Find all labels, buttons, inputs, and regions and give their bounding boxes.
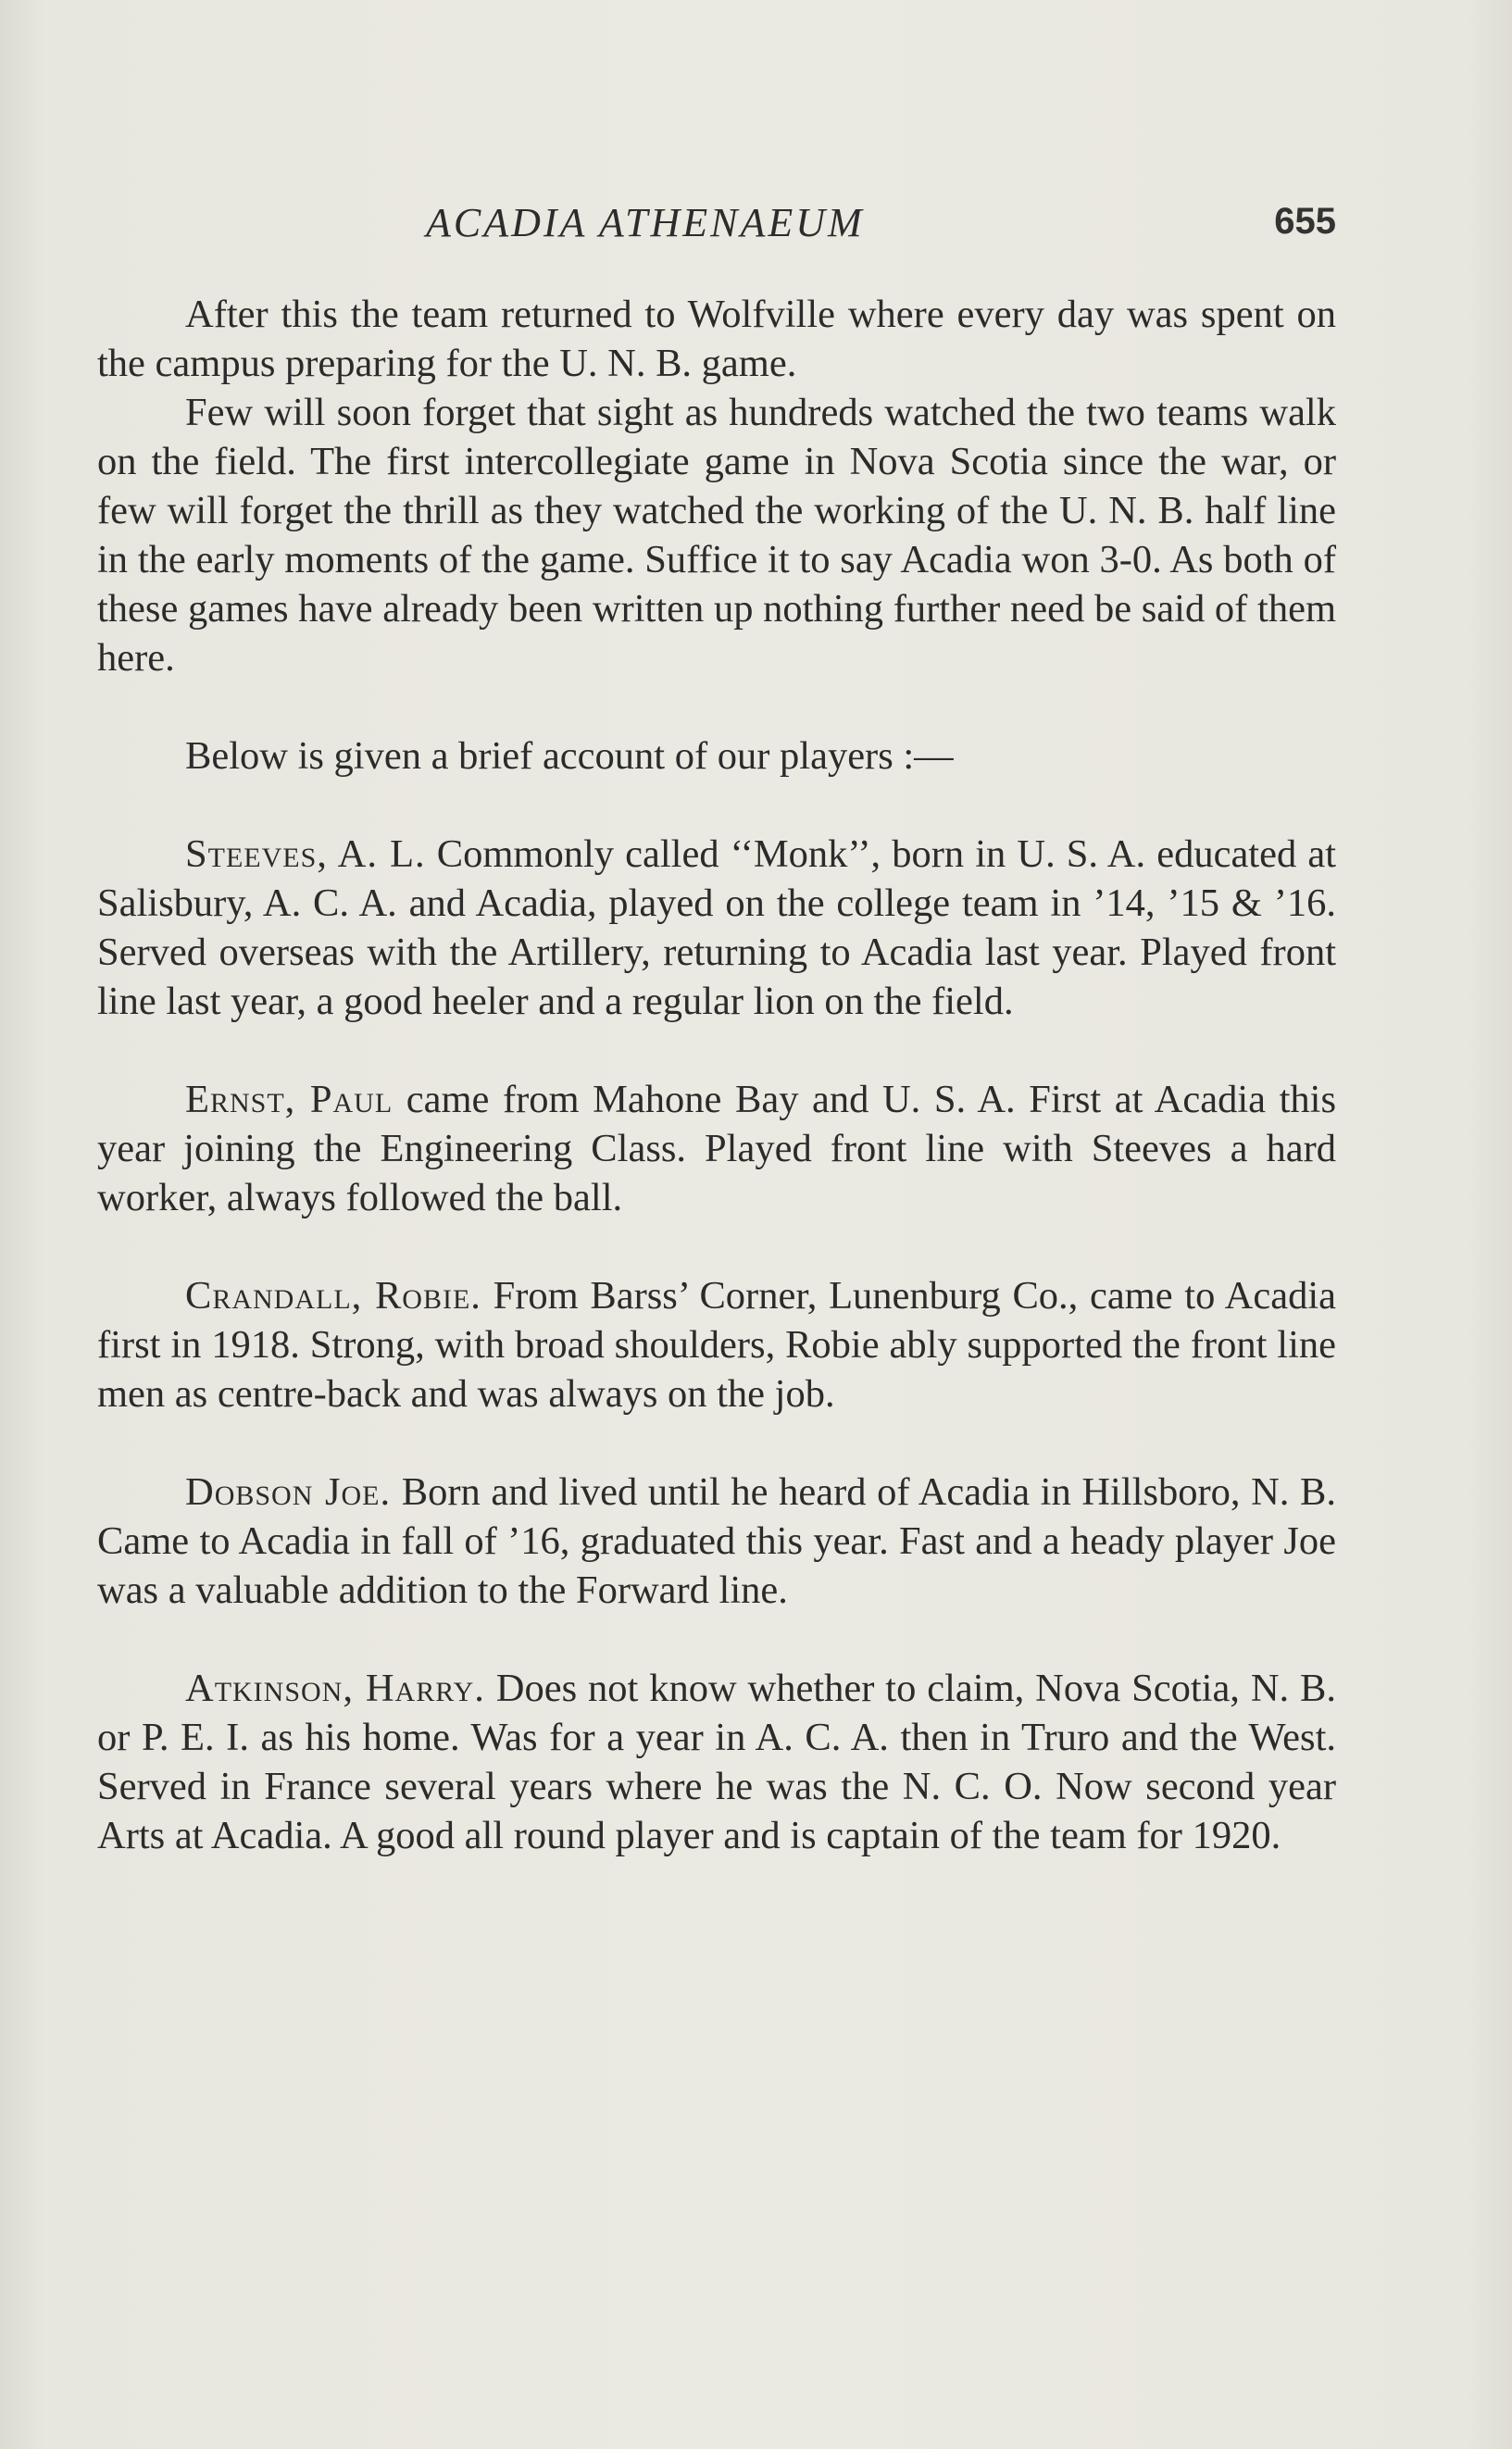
player-description: Commonly called ‘‘Monk’’, born in U. S. A. educated at Salisbury, A. C. A. and Acadia, played on the college team in ’14, ’15 & ’16. Served overseas with the Artillery, returning to Acadia last year. Played front line last year, a good heeler and a regular lion on the field. [97,832,1336,1023]
player-entry-steeves [97,830,1336,1026]
paragraph-text: After this the team returned to Wolfville where every day was spent on the campus preparing for the U. N. B. game. [97,293,1336,385]
page-header [97,199,1336,251]
paragraph-team-returned [97,290,1336,388]
player-description: Born and lived until he heard of Acadia in Hillsboro, N. B. Came to Acadia in fall of ’16, graduated this year. Fast and a heady player Joe was a valuable addition to the Forward line. [97,1470,1336,1612]
player-name: Ernst, Paul [185,1078,394,1121]
player-description: From Barss’ Corner, Lunenburg Co., came to Acadia first in 1918. Strong, with broad shoulders, Robie ably supported the front line men as centre-back and was always on the job. [97,1274,1336,1416]
page-number: 655 [1274,201,1336,242]
player-entry-crandall [97,1271,1336,1418]
player-entry-atkinson [97,1664,1336,1860]
player-entry-dobson [97,1468,1336,1615]
player-name: Dobson Joe. [185,1470,392,1514]
paragraph-unb-game [97,388,1336,682]
paragraph-text: Few will soon forget that sight as hundreds watched the two teams walk on the field. The first intercollegiate game in Nova Scotia since the war, or few will forget the thrill as they watched the working of the U. N. B. half line in the early moments of the game. Suffice it to say Acadia won 3-0. As both of these games have already been written up nothing further need be said of them here. [97,391,1336,680]
paragraph-players-intro [97,731,1336,781]
running-title: ACADIA ATHENAEUM [426,200,865,245]
article-body [97,290,1336,1860]
player-entry-ernst [97,1075,1336,1222]
paragraph-text: Below is given a brief account of our players :— [185,734,954,778]
player-name: Atkinson, Harry. [185,1667,485,1710]
player-name: Steeves, A. L. [185,832,426,876]
player-description: Does not know whether to claim, Nova Scotia, N. B. or P. E. I. as his home. Was for a year in A. C. A. then in Truro and the West. Served in France several years where he was the N. C. O. Now second year Arts at Acadia. A good all round player and is captain of the team for 1920. [97,1667,1336,1857]
player-description: came from Mahone Bay and U. S. A. First at Acadia this year joining the Engineering Class. Played front line with Steeves a hard worker, always followed the ball. [97,1078,1336,1219]
player-name: Crandall, Robie. [185,1274,481,1318]
